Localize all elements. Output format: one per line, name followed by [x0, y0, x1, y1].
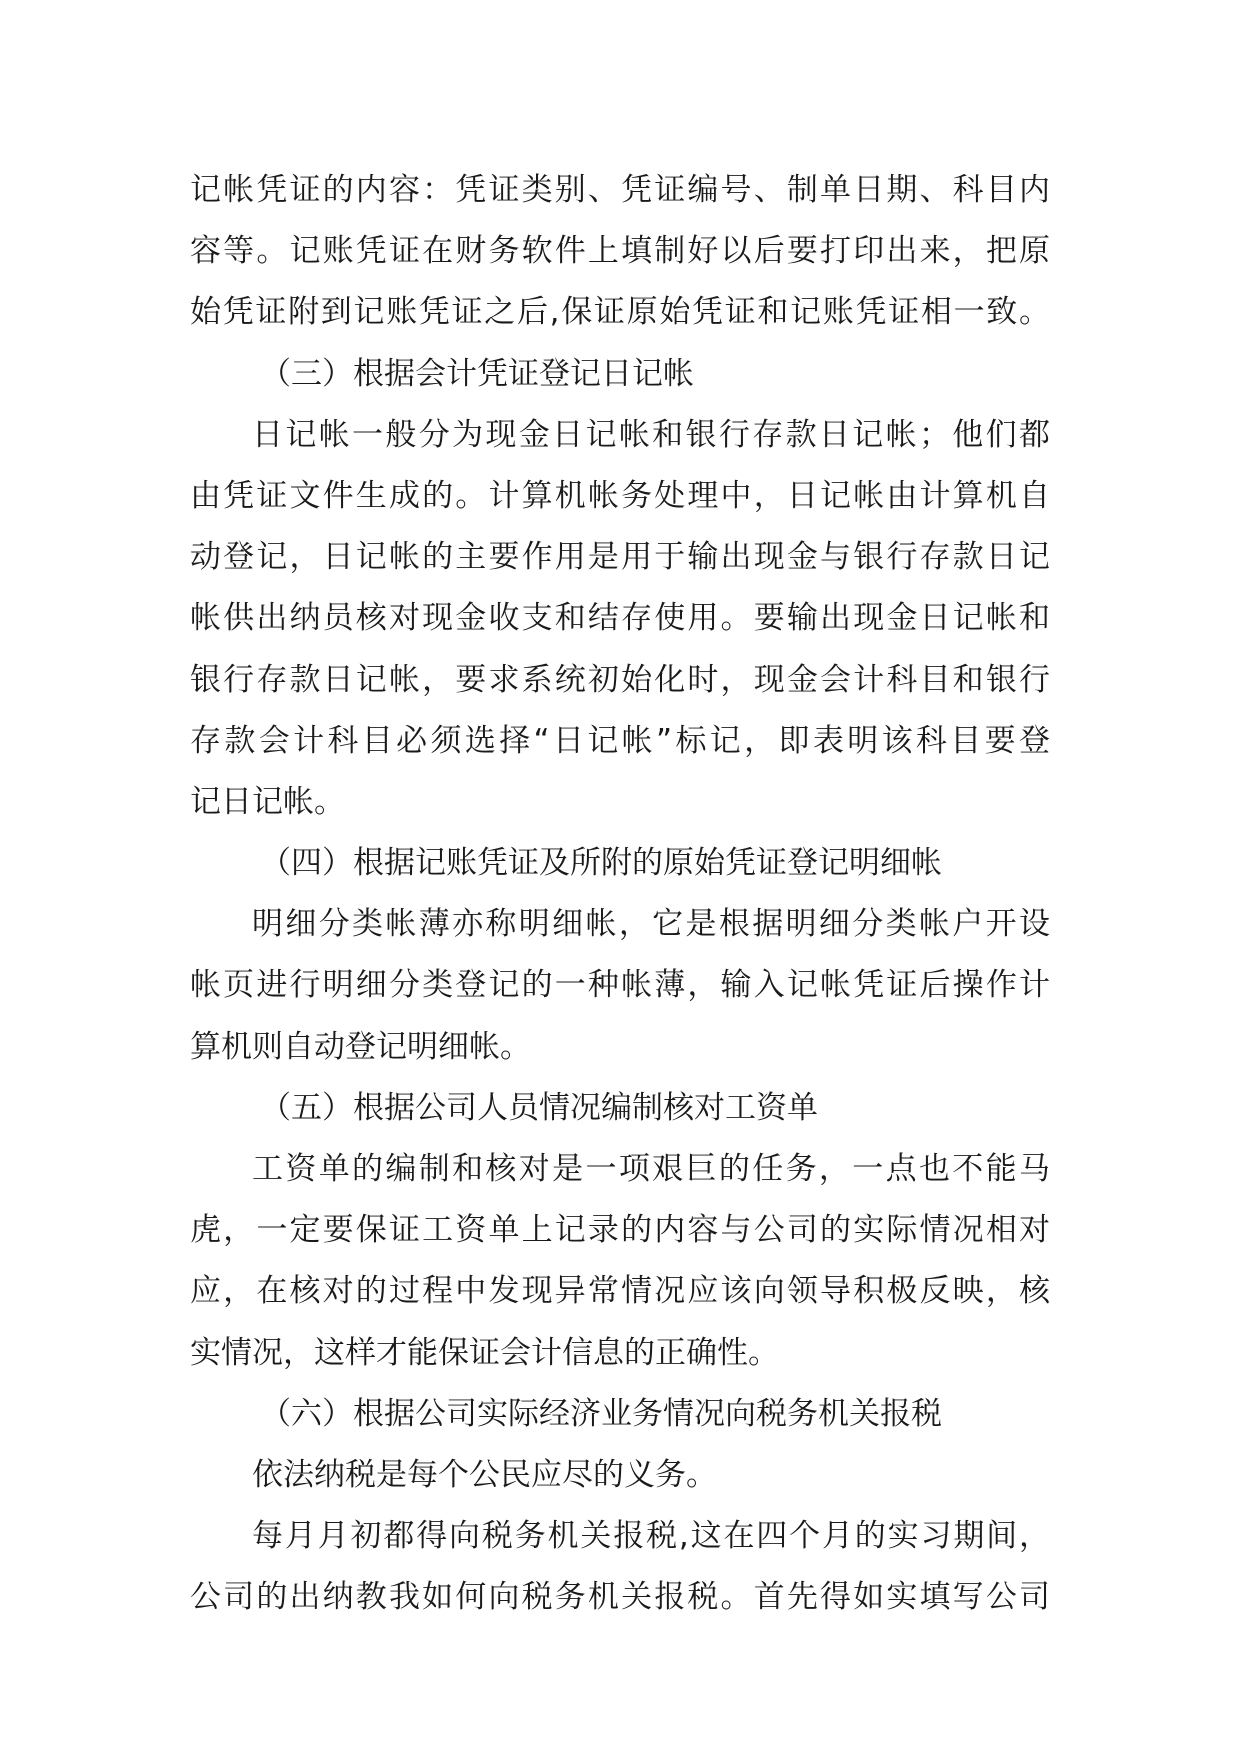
text-line: 动登记，日记帐的主要作用是用于输出现金与银行存款日记: [190, 539, 1050, 576]
text-line: 虎，一定要保证工资单上记录的内容与公司的实际情况相对: [190, 1212, 1050, 1249]
text-line: 银行存款日记帐，要求系统初始化时，现金会计科目和银行: [190, 661, 1050, 698]
paragraph-first-line: 工资单的编制和核对是一项艰巨的任务，一点也不能马: [252, 1151, 1050, 1187]
text-line: 存款会计科目必须选择“日记帐”标记，即表明该科目要登: [190, 722, 1050, 759]
paragraph-last-line: 算机则自动登记明细帐。: [190, 1028, 531, 1065]
paragraph-first-line: 日记帐一般分为现金日记帐和银行存款日记帐；他们都: [252, 416, 1050, 453]
paragraph-first-line: 明细分类帐薄亦称明细帐，它是根据明细分类帐户开设: [252, 906, 1050, 943]
text-line: 帐页进行明细分类登记的一种帐薄，输入记帐凭证后操作计: [190, 967, 1050, 1004]
paragraph-first-line: 每月月初都得向税务机关报税,这在四个月的实习期间，: [252, 1518, 1050, 1555]
text-line: 应，在核对的过程中发现异常情况应该向领导积极反映，核: [190, 1273, 1050, 1310]
paragraph-last-line: 实情况，这样才能保证会计信息的正确性。: [190, 1334, 779, 1371]
text-line: 记帐凭证的内容：凭证类别、凭证编号、制单日期、科目内: [190, 172, 1050, 208]
text-line: 由凭证文件生成的。计算机帐务处理中，日记帐由计算机自: [190, 477, 1050, 514]
text-line: 容等。记账凭证在财务软件上填制好以后要打印出来，把原: [190, 233, 1050, 270]
document-body: [190, 160, 1050, 1629]
section-heading: （五）根据公司人员情况编制核对工资单: [260, 1089, 818, 1126]
paragraph-last-line: 记日记帐。: [190, 783, 345, 820]
section-heading: （六）根据公司实际经济业务情况向税务机关报税: [260, 1395, 942, 1432]
section-heading: （三）根据会计凭证登记日记帐: [260, 355, 694, 392]
text-line: 帐供出纳员核对现金收支和结存使用。要输出现金日记帐和: [190, 600, 1050, 637]
paragraph-single-line: 依法纳税是每个公民应尽的义务。: [252, 1456, 717, 1493]
text-line: 始凭证附到记账凭证之后,保证原始凭证和记账凭证相一致。: [190, 294, 1050, 331]
text-line: 公司的出纳教我如何向税务机关报税。首先得如实填写公司: [190, 1579, 1050, 1616]
section-heading: （四）根据记账凭证及所附的原始凭证登记明细帐: [260, 845, 942, 882]
